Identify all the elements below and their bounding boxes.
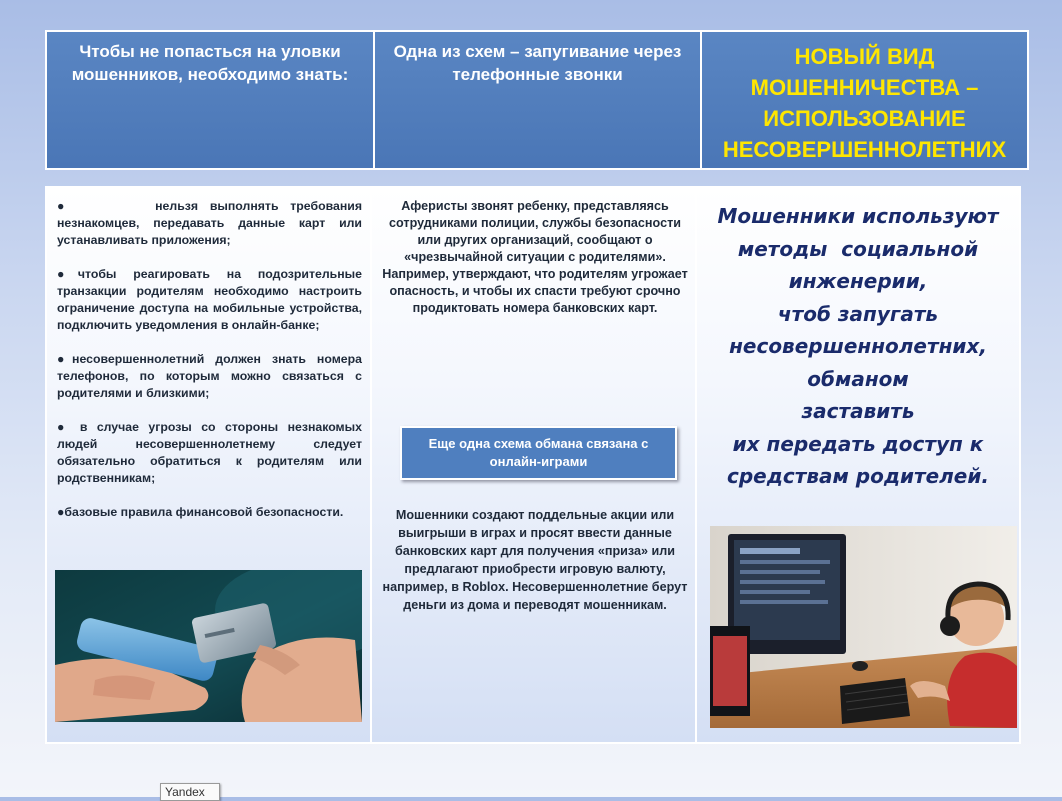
statement-line: Мошенники используют [717,204,999,228]
boy-at-computer-photo [710,526,1017,728]
statement-line: методы социальной [737,236,979,261]
header-cell-new-fraud: НОВЫЙ ВИД МОШЕННИЧЕСТВА – ИСПОЛЬЗОВАНИЕ НЕСОВЕРШЕННОЛЕТНИХ [722,44,1007,162]
header-cell-phone-scheme: Одна из схем – запугивание через телефонные звонки [375,32,702,168]
statement-line: заставить [801,399,915,423]
statement-line: несовершеннолетних, [729,334,987,358]
social-engineering-statement [703,200,1013,493]
tip-item: ●чтобы реагировать на подозрительные транзакции родителям необходимо настроить ограничение доступа на мобильные устройства, подключить уведомления в онлайн-банке; [57,267,362,332]
phone-scheme-paragraph-2: Например, утверждают, что родителям угрожает опасность, и чтобы их спасти требуют срочно продиктовать номера банковских карт. [382,267,688,315]
statement-line: инженерии, [788,269,928,293]
yandex-tooltip: Yandex [160,783,220,801]
header-row [45,30,1029,170]
statement-line: их передать доступ к [732,431,984,456]
tip-item: ● нельзя выполнять требования незнакомцев, передавать данные карт или устанавливать приложения; [57,199,362,247]
column-tips [47,188,372,742]
phone-scheme-text [380,198,690,317]
tip-item: ●базовые правила финансовой безопасности. [57,505,344,519]
statement-line: средствам родителей. [726,464,989,488]
header-cell-tips: Чтобы не попасться на уловки мошенников, необходимо знать: [47,32,375,168]
column-schemes [372,188,697,742]
column-highlight [697,188,1019,742]
tips-list [57,198,362,538]
tip-item: ● в случае угрозы со стороны незнакомых людей несовершеннолетнему следует обязательно обратиться к родителям или родственникам; [57,420,362,485]
games-scheme-callout: Еще одна схема обмана связана с онлайн-играми [400,426,677,480]
content-row [45,186,1021,744]
phone-and-card-photo [55,570,362,722]
games-scheme-text: Мошенники создают поддельные акции или выигрыши в играх и просят ввести данные банковских карт для получения «приза» или предлагают приобрести игровую валюту, например, в Roblox. Несовершеннолетние берут деньги из дома и переводят мошенникам. [382,508,688,612]
statement-line: чтоб запугать [777,301,939,326]
tip-item: ●несовершеннолетний должен знать номера телефонов, по которым можно связаться с родителями и близкими; [57,352,362,400]
phone-scheme-paragraph-1: Аферисты звонят ребенку, представляясь сотрудниками полиции, службы безопасности или других организаций, сообщают о «чрезвычайной ситуации с родителями». [389,199,681,264]
statement-line: обманом [807,366,909,391]
